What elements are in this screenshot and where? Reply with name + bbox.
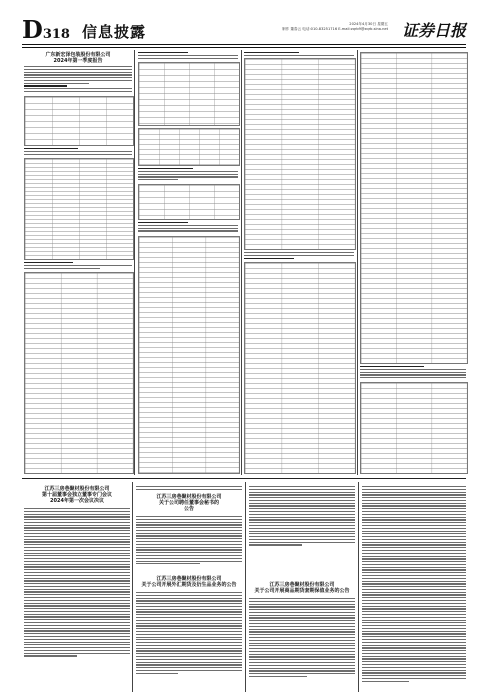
notice-title: 2024年第一次会议决议: [50, 498, 104, 504]
cash-flow-table: [244, 262, 356, 474]
column-divider: [358, 482, 359, 692]
column-divider: [357, 50, 358, 475]
column-divider: [245, 482, 246, 692]
article-body: [138, 222, 238, 233]
newspaper-logo: 证券日报: [401, 21, 466, 40]
column-divider: [134, 50, 135, 475]
article-body: [244, 52, 354, 58]
notice-company: 江苏三房巷聚材股份有限公司: [44, 486, 110, 492]
article-body: [24, 148, 132, 156]
header-rule: [22, 44, 466, 45]
data-table: [138, 62, 240, 126]
column-divider: [132, 482, 133, 692]
notice-title: 第十届董事会独立董事专门会议: [41, 492, 112, 498]
report-title: 2024年第一季度报告: [53, 58, 103, 64]
article-body: [138, 52, 238, 60]
article-body: [24, 66, 132, 94]
notice-body: [136, 516, 242, 566]
notice-body: [136, 486, 242, 492]
article-body: [138, 168, 238, 182]
article-body: [244, 252, 354, 260]
financial-table: [24, 96, 134, 146]
notice-company: 江苏三房巷聚材股份有限公司: [269, 582, 335, 588]
masthead-contact: 制作 董春云 电话:010-83251716 E-mail:zqrb9@zqrb.sina.net: [282, 27, 388, 31]
page-letter: D: [22, 15, 43, 44]
notice-title: 关于公司开展商品期货套期保值业务的公告: [254, 588, 350, 594]
notice-body: [362, 486, 466, 683]
notice-heading: [24, 486, 130, 504]
notice-body: [249, 598, 355, 679]
masthead-info: [282, 22, 388, 32]
notice-body: [136, 592, 242, 675]
article-body: [360, 366, 466, 380]
balance-sheet-table: [24, 272, 134, 474]
notice-company: 江苏三房巷聚材股份有限公司: [156, 576, 222, 582]
notice-title: 关于公司聘任董事会秘书的: [158, 500, 219, 506]
notice-heading: [249, 582, 355, 594]
notice-body: [24, 508, 130, 658]
column-divider: [241, 50, 242, 475]
article-body: [24, 262, 132, 270]
notice-body: [249, 486, 355, 547]
header-rule-thin: [22, 47, 466, 48]
article-heading: [24, 52, 132, 64]
notice-title: 公告: [183, 506, 194, 512]
section-title: 信息披露: [82, 23, 147, 41]
notice-heading: [136, 494, 242, 512]
page-number: [22, 15, 70, 47]
financial-table: [24, 158, 134, 260]
cash-flow-table: [244, 58, 356, 250]
consolidated-table: [360, 52, 468, 364]
data-table: [360, 382, 468, 474]
data-table: [138, 184, 240, 220]
notice-title: 关于公司开展外汇期货及衍生品业务的公告: [141, 582, 237, 588]
section-divider: [22, 478, 466, 479]
notice-company: 江苏三房巷聚材股份有限公司: [156, 494, 222, 500]
page-number-digits: 318: [42, 27, 70, 42]
data-table: [138, 128, 240, 166]
notice-heading: [136, 576, 242, 588]
income-statement-table: [138, 236, 240, 474]
masthead-date: 2024年4月30日 星期五: [349, 22, 388, 26]
company-name: 广东新宏泽包装股份有限公司: [45, 52, 111, 58]
